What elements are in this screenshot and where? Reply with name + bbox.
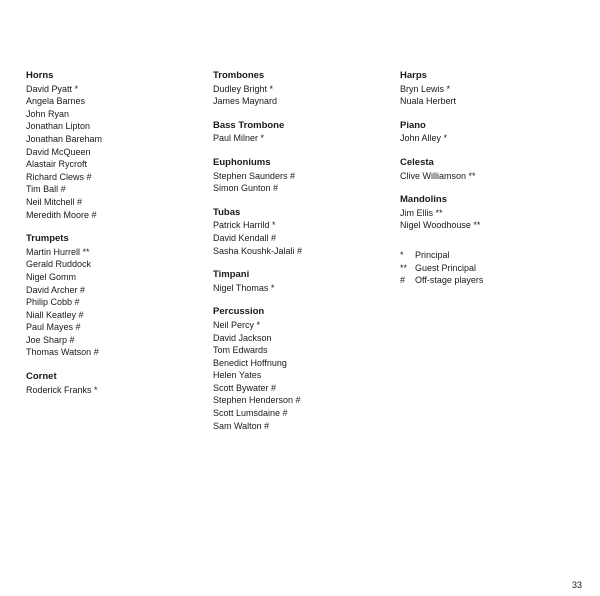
section-title: Tubas [213, 206, 241, 218]
section-title: Timpani [213, 269, 250, 281]
player-name: Meredith Moore # [26, 209, 97, 220]
section-title: Euphoniums [213, 156, 271, 168]
player-name: James Maynard [213, 96, 278, 107]
player-name: Jonathan Bareham [26, 133, 103, 144]
legend-symbol: * [400, 249, 404, 260]
section-piano [400, 120, 580, 145]
section-title: Trumpets [26, 233, 69, 245]
player-name: Jonathan Lipton [26, 121, 91, 132]
section-title: Trombones [213, 70, 265, 81]
player-name: David Archer # [26, 284, 86, 295]
section-horns [26, 70, 206, 221]
section-percussion [213, 306, 393, 432]
legend [400, 249, 580, 287]
player-name: David Pyatt * [26, 83, 79, 94]
player-name: John Ryan [26, 108, 70, 119]
player-name: Thomas Watson # [26, 347, 99, 358]
player-name: John Alley * [400, 133, 448, 144]
player-name: Tom Edwards [213, 345, 268, 356]
player-name: Scott Bywater # [213, 382, 277, 393]
section-celesta [400, 157, 580, 182]
player-name: Nigel Thomas * [213, 282, 275, 293]
player-name: Simon Gunton # [213, 183, 279, 194]
player-name: Gerald Ruddock [26, 259, 92, 270]
legend-meaning: Principal [415, 249, 450, 260]
player-name: Paul Mayes # [26, 322, 81, 333]
player-name: Neil Percy * [213, 319, 261, 330]
section-trumpets [26, 233, 206, 359]
section-title: Celesta [400, 156, 434, 168]
player-name: Philip Cobb # [26, 297, 80, 308]
section-euphoniums [213, 157, 393, 195]
player-name: Dudley Bright * [213, 83, 274, 94]
player-name: Patrick Harrild * [213, 220, 276, 231]
player-name: Clive Williamson ** [400, 170, 476, 181]
legend-meaning: Guest Principal [415, 262, 477, 273]
column-2 [213, 70, 393, 444]
player-name: Joe Sharp # [26, 334, 75, 345]
section-title: Harps [400, 70, 427, 81]
player-name: Neil Mitchell # [26, 196, 83, 207]
player-name: Helen Yates [213, 370, 262, 381]
column-1 [26, 70, 206, 408]
section-title: Mandolins [400, 194, 447, 206]
section-title: Horns [26, 70, 54, 81]
column-3 [400, 70, 580, 287]
player-name: Sam Walton # [213, 420, 270, 431]
section-title: Piano [400, 119, 426, 131]
section-timpani [213, 269, 393, 294]
section-trombones [213, 70, 393, 108]
player-name: Angela Barnes [26, 96, 86, 107]
player-name: Nuala Herbert [400, 96, 457, 107]
player-name: David Jackson [213, 332, 272, 343]
section-tubas [213, 207, 393, 257]
legend-row [400, 274, 580, 287]
legend-symbol: ** [400, 262, 408, 273]
legend-meaning: Off-stage players [415, 275, 484, 286]
player-name: Benedict Hoffnung [213, 357, 287, 368]
player-name: Bryn Lewis * [400, 83, 451, 94]
legend-symbol: # [400, 275, 406, 286]
section-title: Percussion [213, 306, 265, 318]
player-name: Roderick Franks * [26, 384, 98, 395]
page-number: 33 [572, 580, 583, 590]
section-cornet [26, 371, 206, 396]
player-name: David McQueen [26, 146, 91, 157]
player-name: David Kendall # [213, 232, 277, 243]
player-name: Scott Lumsdaine # [213, 408, 288, 419]
section-title: Bass Trombone [213, 119, 285, 131]
legend-row [400, 249, 580, 262]
player-name: Tim Ball # [26, 184, 66, 195]
legend-row [400, 262, 580, 275]
player-name: Stephen Henderson # [213, 395, 301, 406]
section-mandolins [400, 194, 580, 232]
player-name: Paul Milner * [213, 133, 265, 144]
player-name: Richard Clews # [26, 171, 92, 182]
player-name: Nigel Gomm [26, 271, 77, 282]
player-name: Martin Hurrell ** [26, 246, 90, 257]
player-name: Stephen Saunders # [213, 170, 296, 181]
section-bass-trombone [213, 120, 393, 145]
section-harps [400, 70, 580, 108]
section-title: Cornet [26, 371, 57, 383]
player-name: Jim Ellis ** [400, 207, 443, 218]
player-name: Alastair Rycroft [26, 159, 88, 170]
player-name: Niall Keatley # [26, 309, 84, 320]
player-name: Sasha Koushk-Jalali # [213, 245, 303, 256]
player-name: Nigel Woodhouse ** [400, 220, 481, 231]
